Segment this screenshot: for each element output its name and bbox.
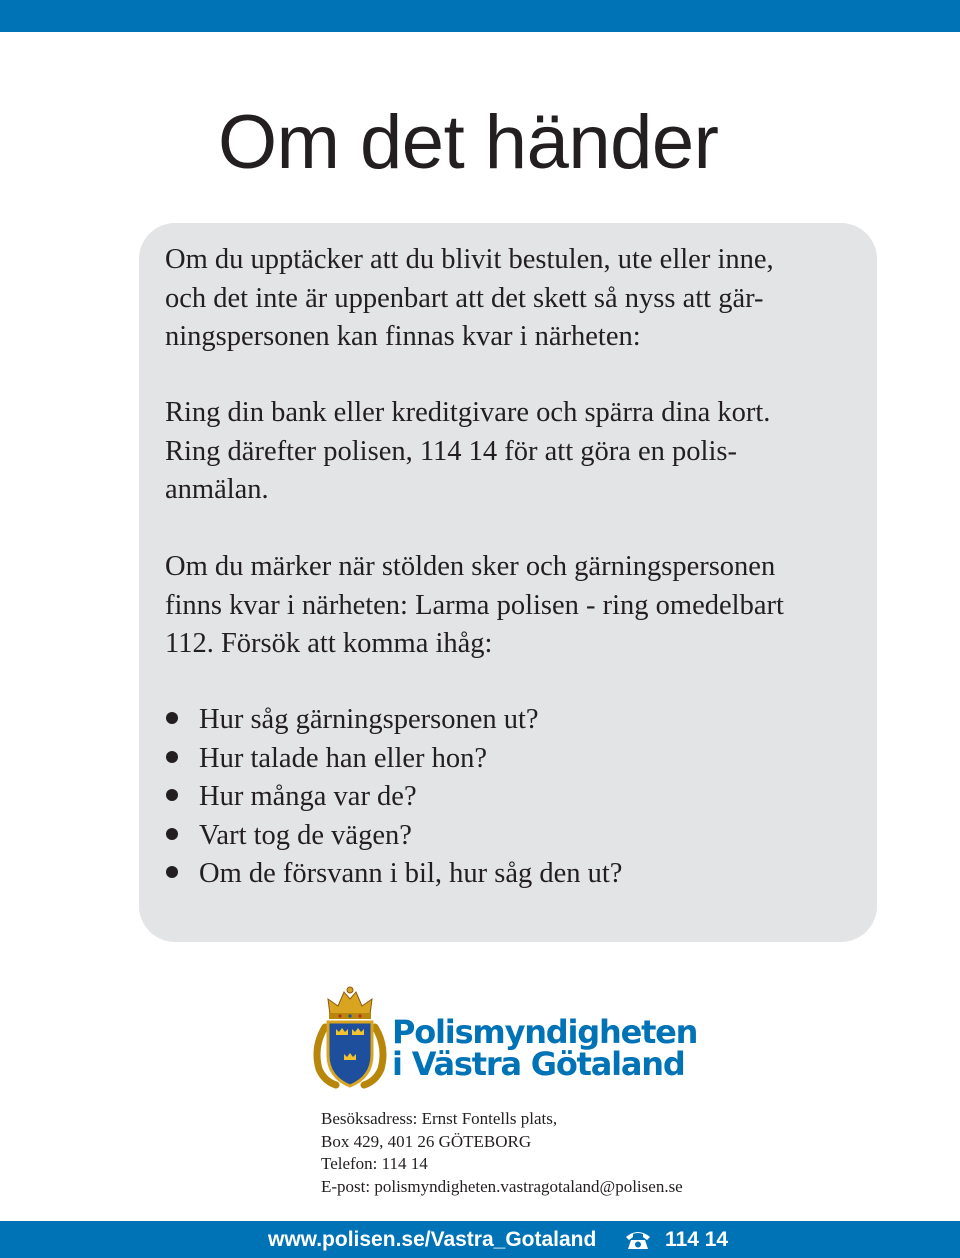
paragraph-line: Om du upptäcker att du blivit bestulen, ute eller inne, — [165, 244, 774, 275]
page-title: Om det händer — [218, 100, 719, 185]
bullet-icon — [166, 712, 178, 724]
alarm-paragraph — [165, 548, 865, 664]
bullet-icon — [166, 789, 178, 801]
telephone-icon — [624, 1229, 652, 1251]
website-link[interactable]: www.polisen.se/Vastra_Gotaland — [268, 1228, 597, 1251]
bullet-icon — [166, 866, 178, 878]
list-item-text: Vart tog de vägen? — [199, 819, 412, 851]
paragraph-line: och det inte är uppenbart att det skett så nyss att gär- — [165, 282, 764, 314]
bullet-icon — [166, 828, 178, 840]
list-item — [165, 778, 622, 817]
list-item — [165, 740, 622, 779]
logo-wordmark — [392, 1013, 698, 1083]
list-item-text: Hur såg gärningspersonen ut? — [199, 704, 539, 735]
list-item — [165, 701, 622, 740]
police-crest-icon — [312, 985, 388, 1091]
paragraph-line: 112. Försök att komma ihåg: — [165, 628, 493, 659]
paragraph-line: Ring därefter polisen, 114 14 för att göra en polis- — [165, 435, 737, 467]
top-color-bar — [0, 0, 960, 32]
logo-line-2: i Västra Götaland — [392, 1045, 685, 1083]
checklist — [165, 701, 622, 894]
postal-address: Box 429, 401 26 GÖTEBORG — [321, 1131, 532, 1151]
paragraph-line: Ring din bank eller kreditgivare och spärra dina kort. — [165, 397, 771, 428]
address-block — [321, 1108, 683, 1198]
list-item-text: Om de försvann i bil, hur såg den ut? — [199, 858, 623, 889]
visit-address: Besöksadress: Ernst Fontells plats, — [321, 1109, 558, 1128]
paragraph-line: anmälan. — [165, 474, 269, 505]
intro-paragraph — [165, 241, 865, 357]
list-item-text: Hur talade han eller hon? — [199, 742, 488, 774]
phone-line: Telefon: 114 14 — [321, 1154, 428, 1173]
paragraph-line: ningspersonen kan finnas kvar i närheten: — [165, 321, 641, 352]
footer-phone-number[interactable]: 114 14 — [665, 1228, 729, 1251]
bullet-icon — [166, 751, 178, 763]
bank-paragraph — [165, 394, 865, 510]
paragraph-line: Om du märker när stölden sker och gärningspersonen — [165, 551, 776, 582]
list-item-text: Hur många var de? — [199, 781, 417, 812]
list-item — [165, 817, 622, 856]
list-item — [165, 855, 622, 894]
email-line[interactable]: E-post: polismyndigheten.vastragotaland@polisen.se — [321, 1176, 683, 1196]
paragraph-line: finns kvar i närheten: Larma polisen - ring omedelbart — [165, 589, 784, 621]
logo-line-1: Polismyndigheten — [392, 1013, 698, 1051]
footer-bar — [0, 1221, 960, 1258]
